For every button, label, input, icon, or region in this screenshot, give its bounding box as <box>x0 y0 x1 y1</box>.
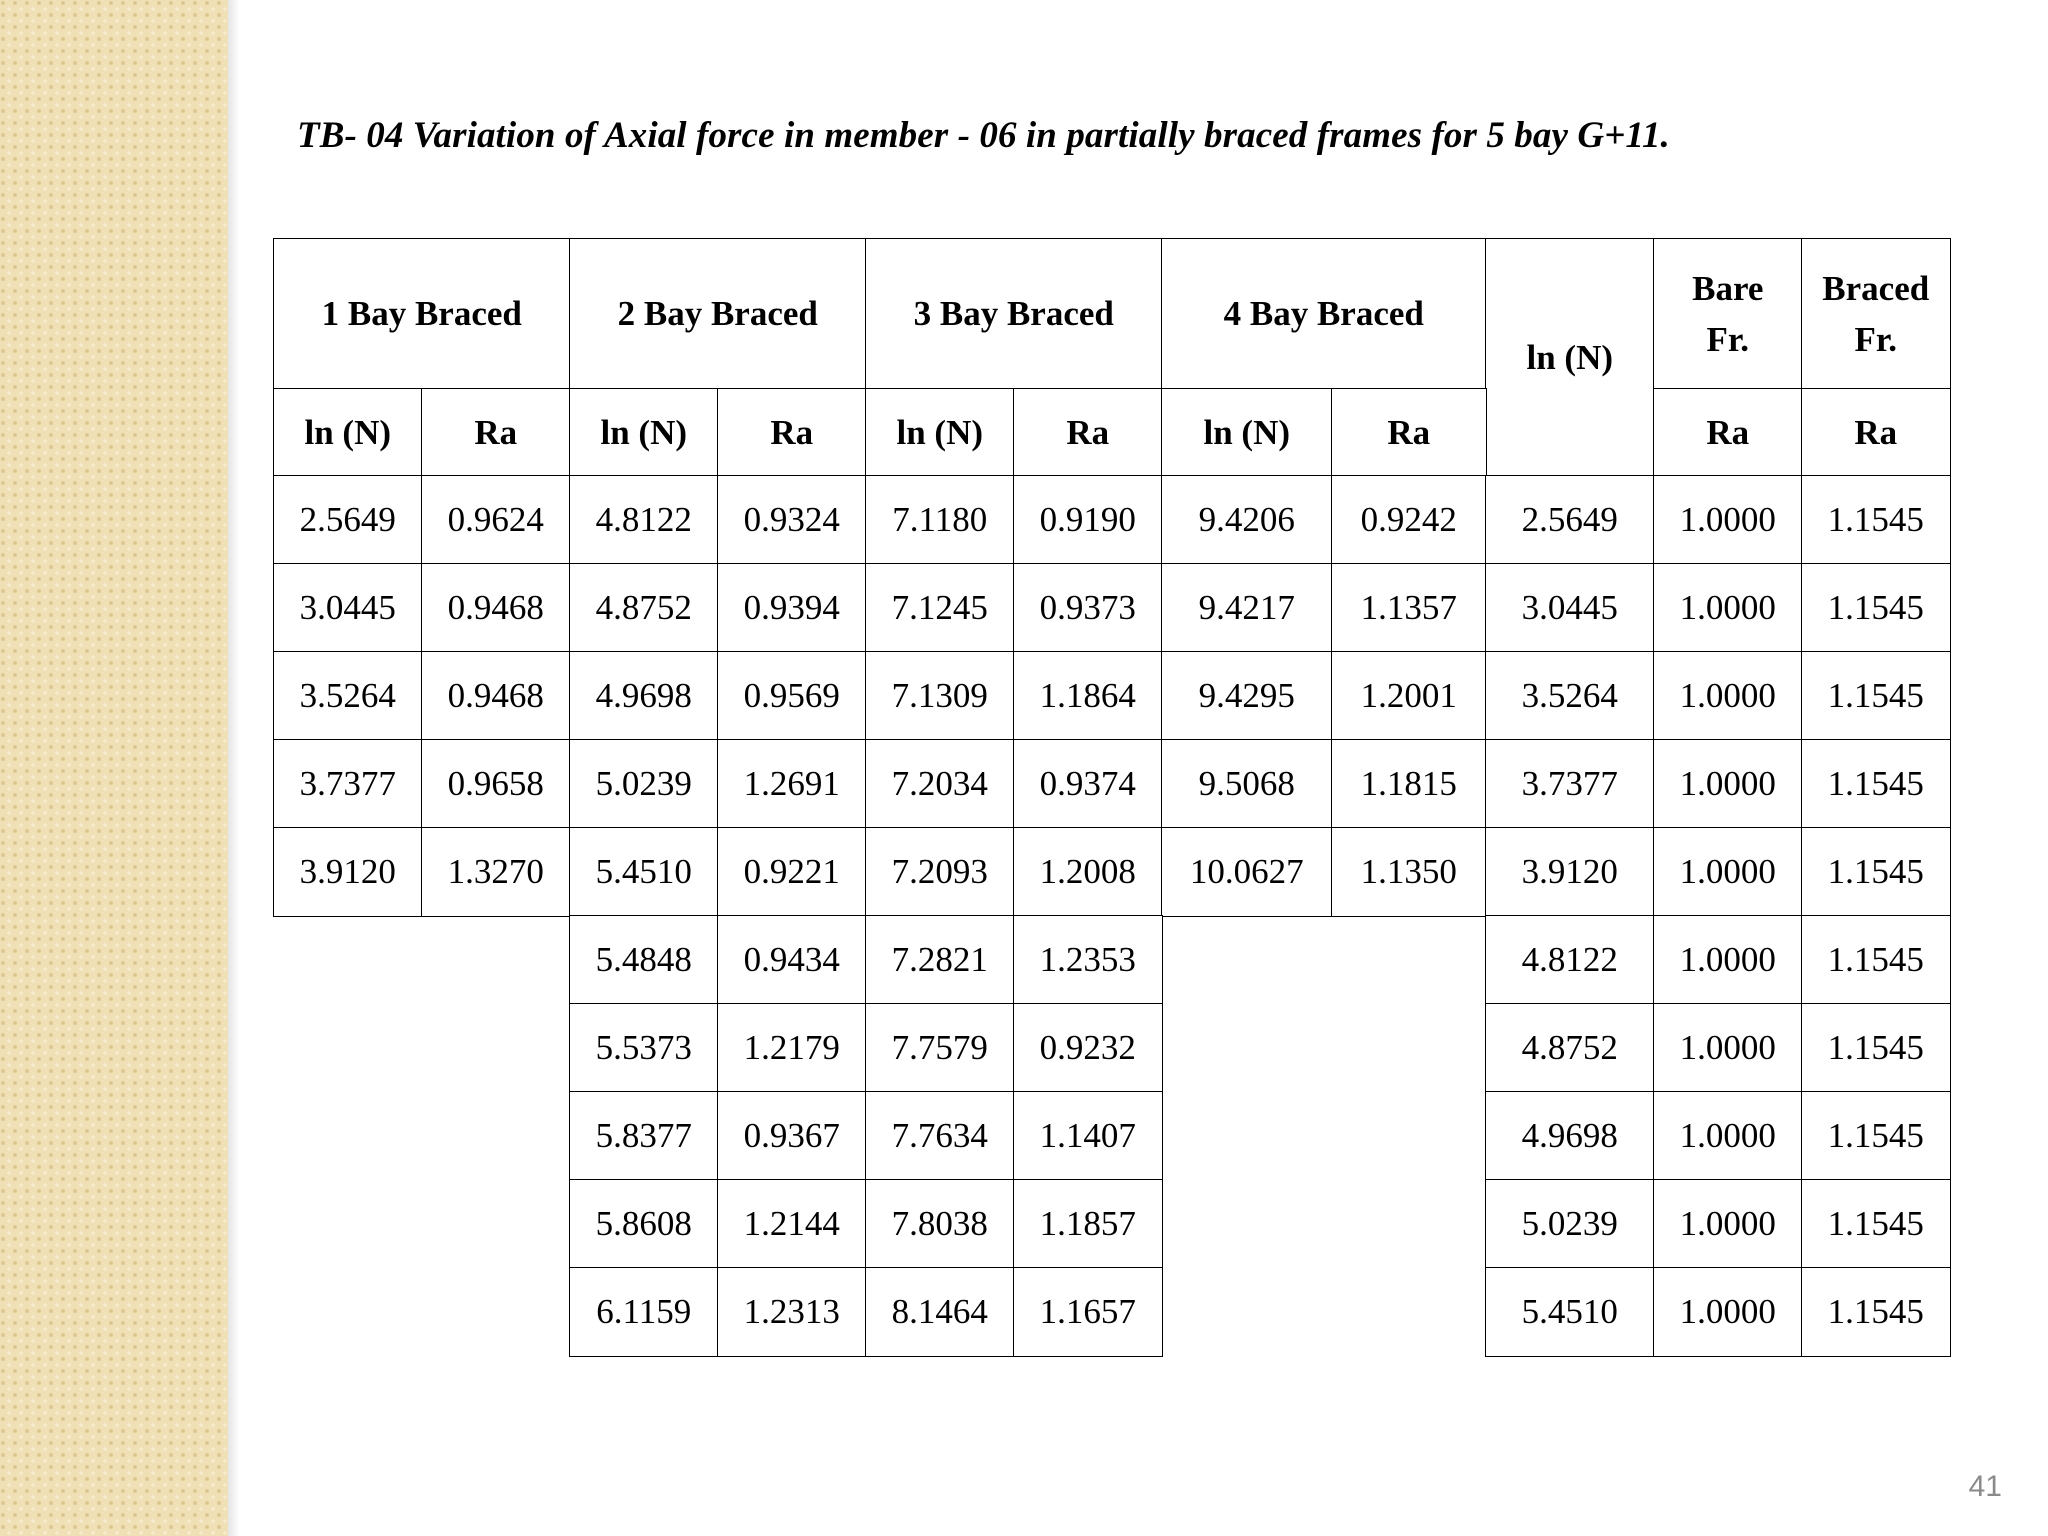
table-group-header: Bare Fr. <box>1653 238 1803 390</box>
table-cell: 4.8122 <box>1485 915 1655 1005</box>
table-cell: 3.7377 <box>1485 739 1655 829</box>
table-cell: 1.2313 <box>717 1267 867 1357</box>
table-cell: 3.0445 <box>1485 563 1655 653</box>
table-cell: 0.9394 <box>717 563 867 653</box>
table-cell: 7.7579 <box>865 1003 1015 1093</box>
table-cell: 0.9434 <box>717 915 867 1005</box>
table-cell: 1.1545 <box>1801 563 1951 653</box>
table-sub-header: Ra <box>1801 388 1951 477</box>
table-cell: 1.1857 <box>1013 1179 1163 1269</box>
table-cell: 7.1180 <box>865 475 1015 565</box>
table-cell: 4.8122 <box>569 475 719 565</box>
table-cell: 5.8608 <box>569 1179 719 1269</box>
decorative-side-strip <box>0 0 228 1536</box>
table-cell: 1.2691 <box>717 739 867 829</box>
table-sub-header: ln (N) <box>569 388 719 477</box>
table-cell: 1.0000 <box>1653 563 1803 653</box>
table-cell: 1.2008 <box>1013 827 1163 917</box>
table-cell: 1.2144 <box>717 1179 867 1269</box>
table-cell: 8.1464 <box>865 1267 1015 1357</box>
table-cell: 1.0000 <box>1653 1091 1803 1181</box>
table-cell: 0.9624 <box>421 475 571 565</box>
table-cell: 1.0000 <box>1653 1179 1803 1269</box>
table-cell: 2.5649 <box>273 475 423 565</box>
table-cell: 0.9569 <box>717 651 867 741</box>
table-cell: 2.5649 <box>1485 475 1655 565</box>
table-cell: 3.5264 <box>1485 651 1655 741</box>
table-cell: 4.8752 <box>1485 1003 1655 1093</box>
table-cell: 0.9468 <box>421 563 571 653</box>
table-cell: 6.1159 <box>569 1267 719 1357</box>
table-cell: 1.1357 <box>1331 563 1487 653</box>
table-cell: 7.2821 <box>865 915 1015 1005</box>
table-cell: 5.0239 <box>1485 1179 1655 1269</box>
table-cell: 5.4848 <box>569 915 719 1005</box>
table-cell: 1.0000 <box>1653 1267 1803 1357</box>
table-cell: 3.7377 <box>273 739 423 829</box>
table-cell: 4.9698 <box>569 651 719 741</box>
table-cell: 1.1545 <box>1801 915 1951 1005</box>
table-sub-header: Ra <box>421 388 571 477</box>
table-group-header: Braced Fr. <box>1801 238 1951 390</box>
table-cell: 1.0000 <box>1653 739 1803 829</box>
table-sub-header: Ra <box>1653 388 1803 477</box>
table-cell: 0.9232 <box>1013 1003 1163 1093</box>
table-cell: 1.1864 <box>1013 651 1163 741</box>
table-sub-header: ln (N) <box>1161 388 1333 477</box>
table-cell: 9.4206 <box>1161 475 1333 565</box>
table-cell: 1.1545 <box>1801 827 1951 917</box>
table-cell: 1.0000 <box>1653 827 1803 917</box>
page-number: 41 <box>1968 1470 2002 1503</box>
table-cell: 5.4510 <box>569 827 719 917</box>
table-cell: 7.1309 <box>865 651 1015 741</box>
table-cell: 7.7634 <box>865 1091 1015 1181</box>
table-group-header: 2 Bay Braced <box>569 238 867 390</box>
table-cell: 0.9324 <box>717 475 867 565</box>
table-cell: 10.0627 <box>1161 827 1333 917</box>
table-cell: 0.9367 <box>717 1091 867 1181</box>
table-sub-header: ln (N) <box>865 388 1015 477</box>
table-cell: 1.1545 <box>1801 1267 1951 1357</box>
table-cell: 1.0000 <box>1653 475 1803 565</box>
table-cell: 5.0239 <box>569 739 719 829</box>
slide-title: TB- 04 Variation of Axial force in member - 06 in partially braced frames for 5 bay G+11. <box>297 115 1670 156</box>
table-cell: 7.1245 <box>865 563 1015 653</box>
table-cell: 5.8377 <box>569 1091 719 1181</box>
table-cell: 1.1545 <box>1801 739 1951 829</box>
table-cell: 1.1545 <box>1801 1003 1951 1093</box>
table-cell: 0.9658 <box>421 739 571 829</box>
table-cell: 1.1350 <box>1331 827 1487 917</box>
table-cell: 1.1657 <box>1013 1267 1163 1357</box>
table-cell: 7.8038 <box>865 1179 1015 1269</box>
table-cell: 1.1815 <box>1331 739 1487 829</box>
table-cell: 1.1545 <box>1801 651 1951 741</box>
table-cell: 0.9468 <box>421 651 571 741</box>
table-cell: 4.8752 <box>569 563 719 653</box>
table-cell: 7.2034 <box>865 739 1015 829</box>
table-cell: 9.4217 <box>1161 563 1333 653</box>
table-cell: 1.1545 <box>1801 1179 1951 1269</box>
table-cell: 0.9373 <box>1013 563 1163 653</box>
table-cell: 3.5264 <box>273 651 423 741</box>
table-sub-header: Ra <box>717 388 867 477</box>
side-strip-shadow <box>228 0 240 1536</box>
table-cell: 1.2001 <box>1331 651 1487 741</box>
table-group-header: 4 Bay Braced <box>1161 238 1487 390</box>
table-cell: 9.5068 <box>1161 739 1333 829</box>
table-cell: 4.9698 <box>1485 1091 1655 1181</box>
table-cell: 5.5373 <box>569 1003 719 1093</box>
table-sub-header: ln (N) <box>273 388 423 477</box>
table-cell: 1.1407 <box>1013 1091 1163 1181</box>
table-cell: 0.9242 <box>1331 475 1487 565</box>
table-cell: 1.0000 <box>1653 651 1803 741</box>
table-cell: 3.9120 <box>273 827 423 917</box>
table-cell: 1.0000 <box>1653 1003 1803 1093</box>
table-sub-header: Ra <box>1013 388 1163 477</box>
table-cell: 9.4295 <box>1161 651 1333 741</box>
table-group-header: 3 Bay Braced <box>865 238 1163 390</box>
table-cell: 7.2093 <box>865 827 1015 917</box>
table-cell: 3.0445 <box>273 563 423 653</box>
table-group-header: 1 Bay Braced <box>273 238 571 390</box>
table-cell: 1.2353 <box>1013 915 1163 1005</box>
table-cell: 1.2179 <box>717 1003 867 1093</box>
table-cell: 1.1545 <box>1801 1091 1951 1181</box>
table-sub-header: Ra <box>1331 388 1487 477</box>
table-cell: 0.9190 <box>1013 475 1163 565</box>
table-cell: 0.9374 <box>1013 739 1163 829</box>
table-group-header: ln (N) <box>1485 238 1655 477</box>
table-cell: 3.9120 <box>1485 827 1655 917</box>
table-cell: 1.0000 <box>1653 915 1803 1005</box>
table-cell: 1.3270 <box>421 827 571 917</box>
table-cell: 1.1545 <box>1801 475 1951 565</box>
table-cell: 5.4510 <box>1485 1267 1655 1357</box>
table-cell: 0.9221 <box>717 827 867 917</box>
